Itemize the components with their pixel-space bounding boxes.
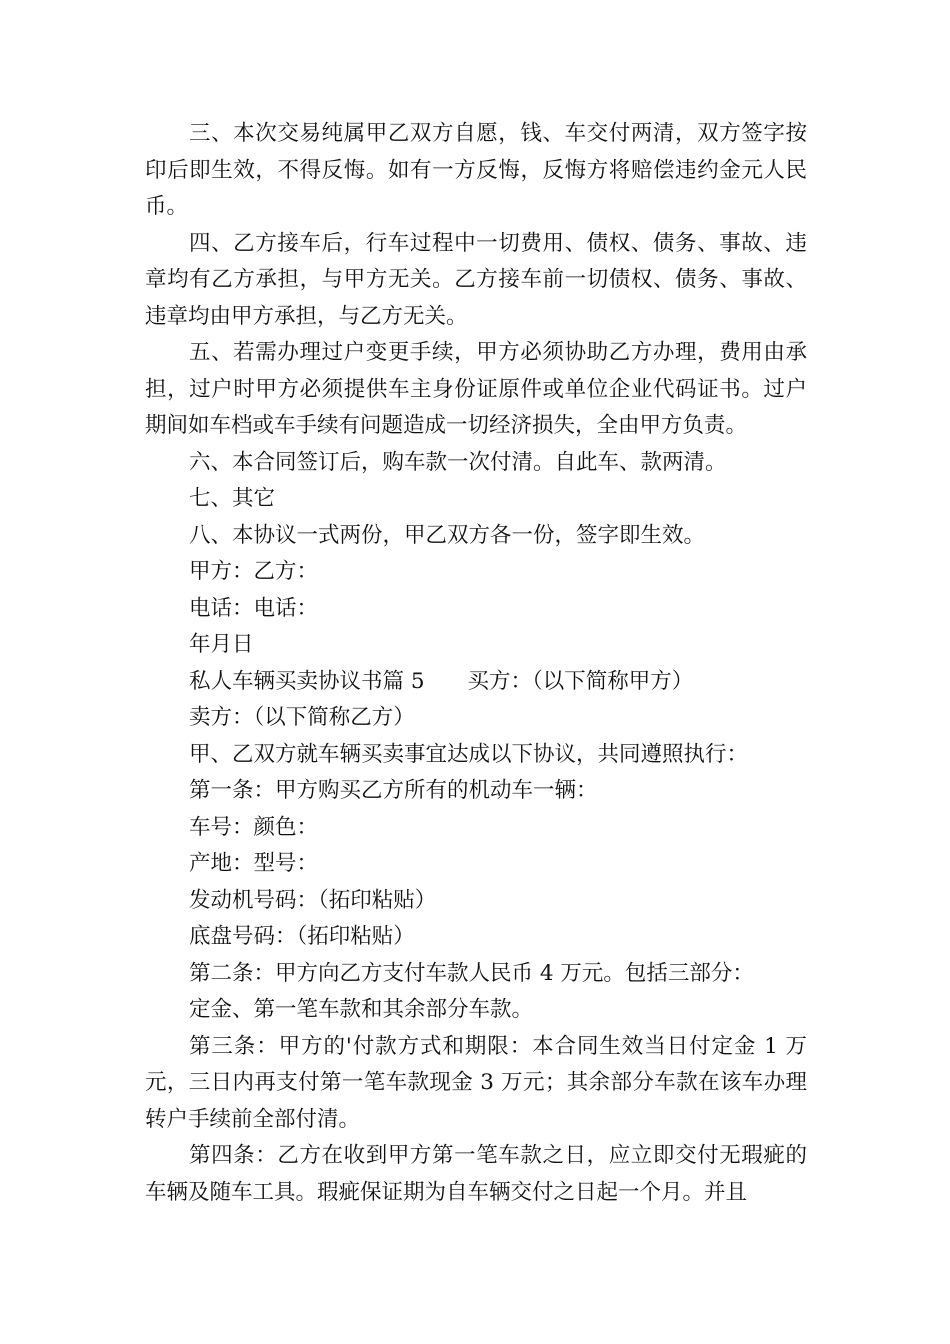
signature-line: 甲方：乙方： <box>189 559 319 584</box>
article-3: 第三条：甲方的'付款方式和期限：本合同生效当日付定金 1 万元，三日内再支付第一笔车款现金 3 万元；其余部分车款在该车办理转户手续前全部付清。 <box>145 1033 807 1132</box>
article-2-detail: 定金、第一笔车款和其余部分车款。 <box>189 997 534 1022</box>
clause-7: 七、其它 <box>189 486 276 511</box>
intro-line: 甲、乙双方就车辆买卖事宜达成以下协议，共同遵照执行： <box>189 741 749 767</box>
clause-8: 八、本协议一式两份，甲乙双方各一份，签字即生效。 <box>189 522 706 548</box>
section-title: 私人车辆买卖协议书篇 5 买方：（以下简称甲方） <box>189 668 694 694</box>
document-body <box>145 116 807 1211</box>
clause-5: 五、若需办理过户变更手续，甲方必须协助乙方办理，费用由承担，过户时甲方必须提供车主身份证原件或单位企业代码证书。过户期间如车档或车手续有问题造成一切经济损失，全由甲方负责。 <box>145 340 807 438</box>
clause-6: 六、本合同签订后，购车款一次付清。自此车、款两清。 <box>189 449 727 475</box>
article-2: 第二条：甲方向乙方支付车款人民币 4 万元。包括三部分： <box>189 960 754 986</box>
phone-line: 电话：电话： <box>189 595 319 621</box>
clause-3: 三、本次交易纯属甲乙双方自愿，钱、车交付两清，双方签字按印后即生效，不得反悔。如有一方反悔，反悔方将赔偿违约金元人民币。 <box>145 121 807 219</box>
engine-number-line: 发动机号码：（拓印粘贴） <box>189 887 437 913</box>
chassis-number-line: 底盘号码：（拓印粘贴） <box>189 924 415 949</box>
plate-color-line: 车号：颜色： <box>189 814 319 840</box>
article-4: 第四条：乙方在收到甲方第一笔车款之日，应立即交付无瑕疵的车辆及随车工具。瑕疵保证期为自车辆交付之日起一个月。并且 <box>145 1143 807 1205</box>
date-line: 年月日 <box>189 632 254 657</box>
clause-4: 四、乙方接车后，行车过程中一切费用、债权、债务、事故、违章均有乙方承担，与甲方无关。乙方接车前一切债权、债务、事故、违章均由甲方承担，与乙方无关。 <box>145 230 807 329</box>
seller-line: 卖方：（以下简称乙方） <box>189 705 415 730</box>
origin-model-line: 产地：型号： <box>189 851 319 876</box>
article-1: 第一条：甲方购买乙方所有的机动车一辆： <box>189 778 598 803</box>
